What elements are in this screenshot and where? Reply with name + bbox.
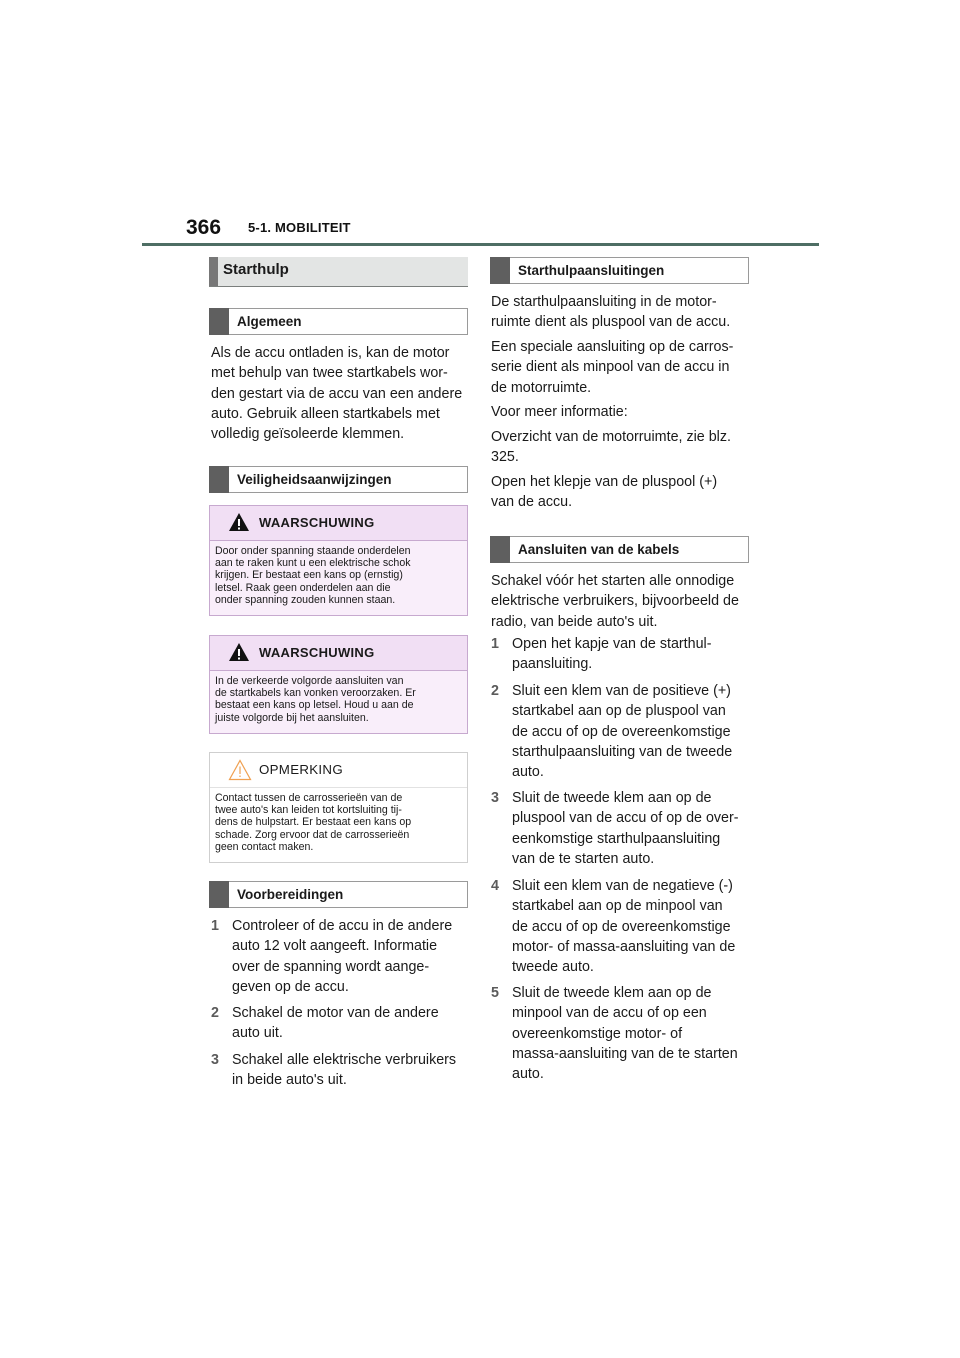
section-title: 5-1. MOBILITEIT — [248, 220, 351, 235]
heading-text: Algemeen — [237, 314, 302, 329]
note-header — [210, 753, 467, 788]
step-number: 3 — [211, 1052, 219, 1068]
heading-starthulp — [209, 257, 468, 287]
header-divider — [142, 243, 819, 246]
step-text — [232, 916, 477, 997]
text-line: onder spanning zouden kunnen staan. — [215, 593, 396, 606]
text-line: volledig geïsoleerde klemmen. — [211, 426, 405, 443]
text-line: Sluit de tweede klem aan op de — [512, 790, 712, 806]
step-number: 1 — [491, 636, 499, 652]
text-line: van de accu. — [491, 494, 573, 511]
text-line: De starthulpaansluiting in de motor- — [491, 294, 717, 310]
text-line: krijgen. Er bestaat een kans op (ernstig) — [215, 569, 403, 582]
heading-bar — [209, 257, 218, 286]
text-line: serie dient als minpool van de accu in — [491, 359, 730, 376]
heading-bar — [209, 466, 229, 493]
text-line: Voor meer informatie: — [491, 404, 628, 420]
text-line: pluspool van de accu of op de over- — [512, 810, 739, 827]
step-text — [512, 983, 757, 1084]
connections-para-5 — [491, 472, 753, 513]
text-line: Schakel de motor van de andere — [232, 1005, 439, 1021]
text-line: auto uit. — [232, 1025, 283, 1042]
text-line: aan te raken kunt u een elektrische schok — [215, 557, 411, 570]
text-line: In de verkeerde volgorde aansluiten van — [215, 675, 404, 687]
text-line: Sluit een klem van de positieve (+) — [512, 683, 731, 699]
warning-title: WAARSCHUWING — [259, 645, 375, 660]
step-number: 1 — [211, 918, 219, 934]
connections-para-2 — [491, 337, 753, 398]
step-text — [512, 681, 757, 782]
text-line: startkabel aan op de minpool van — [512, 898, 723, 915]
text-line: auto 12 volt aangeeft. Informatie — [232, 938, 438, 955]
text-line: elektrische verbruikers, bijvoorbeeld de — [491, 593, 739, 610]
text-line: geen contact maken. — [215, 840, 314, 853]
text-line: startkabel aan op de pluspool van — [512, 703, 726, 720]
text-line: Schakel alle elektrische verbruikers — [232, 1052, 457, 1068]
general-paragraph — [211, 343, 473, 444]
warning-box-2 — [209, 635, 468, 734]
text-line: minpool van de accu of op een — [512, 1005, 707, 1022]
text-line: dens de hulpstart. Er bestaat een kans op — [215, 816, 412, 829]
text-line: Sluit de tweede klem aan op de — [512, 985, 712, 1001]
text-line: auto. — [512, 764, 544, 781]
warning-triangle-icon — [228, 642, 250, 662]
warning-body — [210, 541, 467, 615]
heading-voorbereidingen — [209, 881, 468, 908]
step-number: 3 — [491, 790, 499, 806]
heading-bar — [490, 257, 510, 284]
text-line: de accu of op de overeenkomstige — [512, 723, 731, 740]
page-number: 366 — [186, 216, 222, 239]
text-line: den gestart via de accu van een andere — [211, 385, 463, 402]
text-line: 325. — [491, 449, 519, 466]
heading-bar — [209, 308, 229, 335]
heading-text: Aansluiten van de kabels — [518, 542, 680, 557]
warning-header — [210, 636, 467, 671]
note-body — [210, 788, 467, 862]
text-line: bestaat een kans op letsel. Houd u aan de — [215, 699, 414, 712]
warning-title: WAARSCHUWING — [259, 515, 375, 530]
heading-starthulpaansluitingen — [490, 257, 749, 284]
text-line: starthulpaansluiting van de tweede — [512, 743, 733, 760]
text-line: juiste volgorde bij het aansluiten. — [215, 711, 369, 724]
text-line: Open het klepje van de pluspool (+) — [491, 474, 718, 490]
text-line: Als de accu ontladen is, kan de motor — [211, 345, 450, 361]
step-text — [512, 634, 757, 675]
text-line: Contact tussen de carrosserieën van de — [215, 792, 403, 804]
heading-aansluiten — [490, 536, 749, 563]
text-line: de startkabels kan vonken veroorzaken. Er — [215, 687, 416, 700]
heading-text: Veiligheidsaanwijzingen — [237, 472, 392, 487]
heading-bar — [490, 536, 510, 563]
heading-veiligheid — [209, 466, 468, 493]
text-line: auto. Gebruik alleen startkabels met — [211, 405, 440, 422]
step-number: 2 — [491, 683, 499, 699]
cables-intro — [491, 571, 753, 632]
text-line: van de te starten auto. — [512, 850, 655, 867]
note-triangle-icon — [228, 759, 252, 781]
step-number: 4 — [491, 878, 499, 894]
text-line: tweede auto. — [512, 959, 594, 976]
warning-triangle-icon — [228, 512, 250, 532]
note-title: OPMERKING — [259, 762, 343, 777]
text-line: Controleer of de accu in de andere — [232, 918, 453, 934]
heading-text: Voorbereidingen — [237, 887, 344, 902]
text-line: geven op de accu. — [232, 978, 349, 995]
text-line: over de spanning wordt aange- — [232, 958, 430, 975]
text-line: Een speciale aansluiting op de carros- — [491, 339, 734, 355]
connections-para-1 — [491, 292, 753, 333]
step-number: 2 — [211, 1005, 219, 1021]
heading-text: Starthulpaansluitingen — [518, 263, 665, 278]
text-line: Overzicht van de motorruimte, zie blz. — [491, 429, 731, 445]
step-text — [512, 788, 757, 869]
text-line: letsel. Raak geen onderdelen aan die — [215, 581, 391, 594]
text-line: radio, van beide auto's uit. — [491, 613, 658, 630]
text-line: schade. Zorg ervoor dat de carrosserieën — [215, 828, 410, 841]
text-line: eenkomstige starthulpaansluiting — [512, 830, 721, 847]
text-line: ruimte dient als pluspool van de accu. — [491, 314, 731, 331]
text-line: twee auto's kan leiden tot kortsluiting tij- — [215, 804, 402, 817]
warning-header — [210, 506, 467, 541]
text-line: Door onder spanning staande onderdelen — [215, 545, 411, 557]
text-line: massa-aansluiting van de te starten — [512, 1045, 738, 1062]
text-line: auto. — [512, 1066, 544, 1083]
text-line: de accu of op de overeenkomstige — [512, 918, 731, 935]
text-line: paansluiting. — [512, 656, 593, 673]
text-line: in beide auto's uit. — [232, 1072, 347, 1089]
heading-text: Starthulp — [223, 261, 289, 278]
connections-para-3 — [491, 402, 753, 422]
text-line: Schakel vóór het starten alle onnodige — [491, 573, 735, 589]
warning-box-1 — [209, 505, 468, 616]
note-box — [209, 752, 468, 863]
step-text — [232, 1003, 477, 1044]
text-line: motor- of massa-aansluiting van de — [512, 938, 736, 955]
text-line: met behulp van twee startkabels wor- — [211, 365, 448, 382]
heading-algemeen — [209, 308, 468, 335]
text-line: overeenkomstige motor- of — [512, 1025, 683, 1042]
step-number: 5 — [491, 985, 499, 1001]
text-line: de motorruimte. — [491, 379, 592, 396]
warning-body — [210, 671, 467, 733]
heading-bar — [209, 881, 229, 908]
text-line: Open het kapje van de starthul- — [512, 636, 712, 652]
step-text — [512, 876, 757, 977]
text-line: Sluit een klem van de negatieve (-) — [512, 878, 733, 894]
step-text — [232, 1050, 477, 1091]
connections-para-4 — [491, 427, 753, 468]
